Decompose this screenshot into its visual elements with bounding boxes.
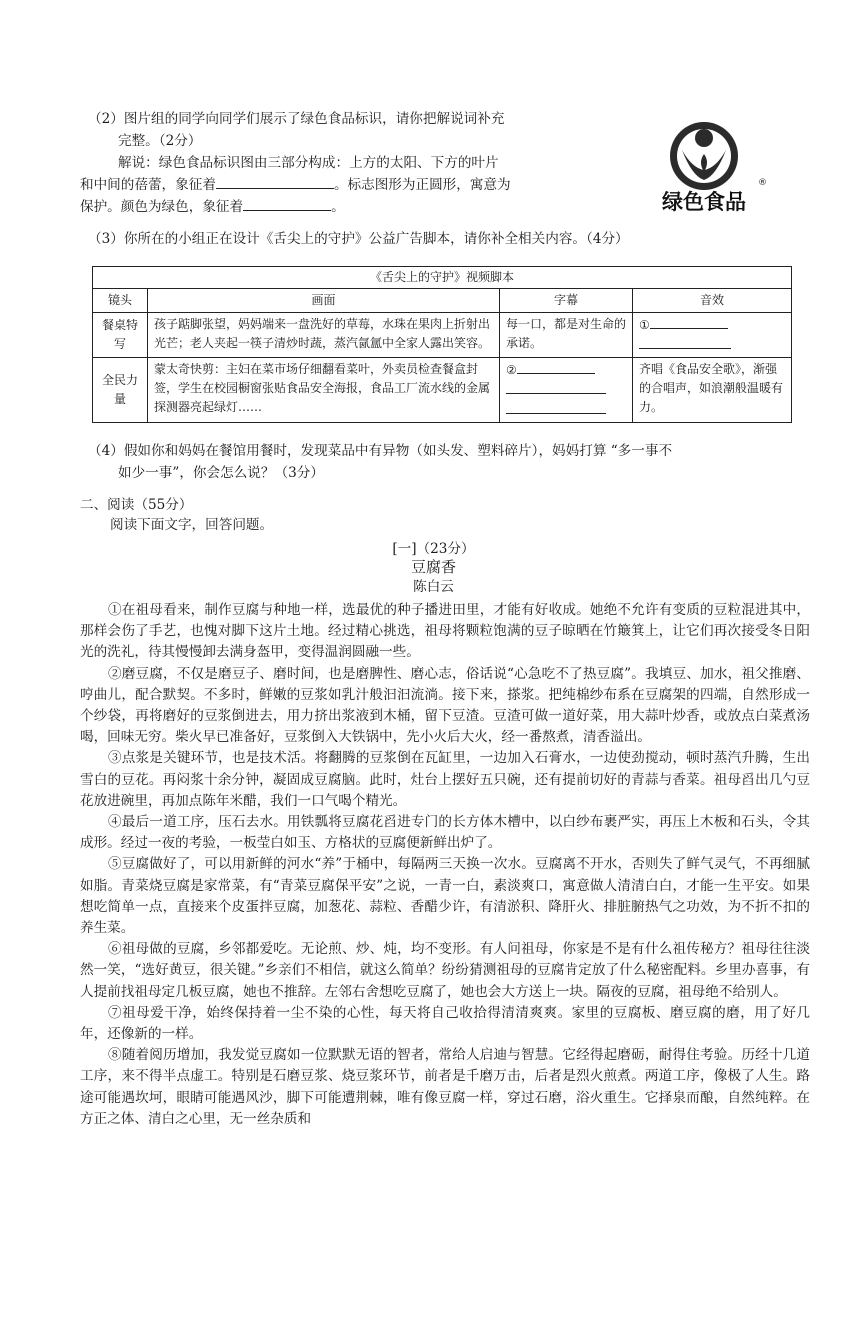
script-table [92,266,792,423]
answer-blank-4b[interactable] [506,380,606,394]
paragraph-2: ②磨豆腐，不仅是磨豆子、磨时间，也是磨脾性、磨心志，俗话说“心急吃不了热豆腐”。我填豆、加水，祖父推磨、哼曲儿，配合默契。不多时，鲜嫩的豆浆如乳汁般汩汩流淌。接下来，搽浆。把纯棉纱布系在豆腐架的四端，自然形成一个纱袋，再将磨好的豆浆倒进去，用力挤出浆液到木桶，留下豆渣。豆渣可做一道好菜，用大蒜叶炒香，或放点白菜煮汤喝，回味无穷。柴火早已准备好，豆浆倒入大铁锅中，先小火后大火，经一番熬煮，清香溢出。 [80,665,810,746]
paragraph-3: ③点浆是关键环节，也是技术活。将翻腾的豆浆倒在瓦缸里，一边加入石膏水，一边使劲搅动，顿时蒸汽升腾，生出雪白的豆花。再闷浆十余分钟，凝固成豆腐脑。此时，灶台上摆好五只碗，还有提前切好的青蒜与香菜。祖母舀出几勺豆花放进碗里，再加点陈年米醋，我们一口气喝个精光。 [80,750,810,809]
table-row [93,313,792,358]
row1-caption: 每一口，都是对生命的承诺。 [500,313,633,358]
q4-line1: （4）假如你和妈妈在餐馆用餐时，发现菜品中有异物（如头发、塑料碎片），妈妈打算 “多一事不 [88,443,673,459]
header-shot: 镜头 [93,289,148,313]
row2-scene: 蒙太奇快剪：主妇在菜市场仔细翻看菜叶，外卖员检查餐盒封签，学生在校园橱窗张贴食品安全海报，食品工厂流水线的金属探测器亮起绿灯…… [148,358,500,423]
paragraph-5: ⑤豆腐做好了，可以用新鲜的河水“养”于桶中，每隔两三天换一次水。豆腐离不开水，否则失了鲜气灵气，不再细腻如脂。青菜烧豆腐是家常菜，有“青菜豆腐保平安”之说，一青一白，素淡爽口，寓意做人清清白白，才能一生平安。如果想吃简单一点，直接来个皮蛋拌豆腐，加葱花、蒜粒、香醋少许，有清淤积、降肝火、排脏腑热气之功效，为不折不扣的养生菜。 [80,856,810,937]
answer-blank-3b[interactable] [639,335,731,349]
row2-sound: 齐唱《食品安全歌》，渐强的合唱声，如浪潮般温暖有力。 [633,358,792,423]
section-instruction: 阅读下面文字，回答问题。 [110,517,274,533]
green-food-logo [654,120,794,220]
row1-scene: 孩子踮脚张望，妈妈端来一盘洗好的草莓，水珠在果肉上折射出光芒；老人夹起一筷子清炒时蔬，蒸汽氤氲中全家人露出笑容。 [148,313,500,358]
article-author: 陈白云 [413,579,454,595]
green-food-emblem-icon [654,120,754,192]
row1-shot: 餐桌特写 [93,313,148,358]
q2-prompt-line1: （2）图片组的同学向同学们展示了绿色食品标识，请你把解说词补充 [88,111,505,127]
q2-prompt-line2: 完整。（2分） [118,133,202,149]
row1-sound [633,313,792,358]
q2-explain-line1: 解说：绿色食品标识图由三部分构成：上方的太阳、下方的叶片 [118,155,499,171]
header-scene: 画面 [148,289,500,313]
part-label: [一]（23分） [392,541,475,557]
q2-explain-line2a: 和中间的蓓蕾，象征着 [80,177,216,193]
table-row [93,358,792,423]
blank-marker-2: ② [506,363,517,377]
q2-explain-line3a: 保护。颜色为绿色，象征着 [80,199,244,215]
answer-blank-1[interactable] [216,174,334,189]
paragraph-6: ⑥祖母做的豆腐，乡邻都爱吃。无论煎、炒、炖，均不变形。有人问祖母，你家是不是有什么祖传秘方？祖母往往淡然一笑，“选好黄豆，很关键。”乡亲们不相信，就这么简单？纷纷猜测祖母的豆腐肯定放了什么秘密配料。乡里办喜事，有人提前找祖母定几板豆腐，她也不推辞。左邻右舍想吃豆腐了，她也会大方送上一块。隔夜的豆腐，祖母绝不给别人。 [80,941,810,1000]
blank-marker-1: ① [639,318,650,332]
q2-explain-line2 [80,174,511,196]
registered-mark: ® [758,178,767,188]
table-title: 《舌尖上的守护》视频脚本 [93,267,792,289]
row2-caption [500,358,633,423]
q2-explain-line3b: 。 [331,199,345,215]
q2-explain-line2b: 。标志图形为正圆形，寓意为 [333,177,511,193]
paragraph-7: ⑦祖母爱干净，始终保持着一尘不染的心性，每天将自己收拾得清清爽爽。家里的豆腐板、磨豆腐的磨，用了好几年，还像新的一样。 [80,1004,810,1043]
row2-shot: 全民力量 [93,358,148,423]
q2-explain-line3 [80,196,345,218]
q3-prompt: （3）你所在的小组正在设计《舌尖上的守护》公益广告脚本，请你补全相关内容。（4分） [88,231,629,247]
article-title: 豆腐香 [410,558,456,576]
paragraph-4: ④最后一道工序，压石去水。用铁瓢将豆腐花舀进专门的长方体木槽中，以白纱布裹严实，再压上木板和石头，令其成形。经过一夜的考验，一板莹白如玉、方格状的豆腐便新鲜出炉了。 [80,814,810,852]
answer-blank-4c[interactable] [506,400,606,414]
answer-blank-2[interactable] [243,196,331,211]
q4-line2: 如少一事”，你会怎么说？（3分） [118,465,324,481]
paragraph-1: ①在祖母看来，制作豆腐与种地一样，选最优的种子播进田里，才能有好收成。她绝不允许有变质的豆粒混进其中，那样会伤了手艺，也愧对脚下这片土地。经过精心挑选，祖母将颗粒饱满的豆子晾晒在竹簸箕上，让它们再次接受冬日阳光的洗礼，待其慢慢卸去满身盔甲，变得温润圆融一些。 [80,602,810,661]
header-sound: 音效 [633,289,792,313]
answer-blank-3[interactable] [650,315,728,329]
answer-blank-4[interactable] [517,360,595,374]
article-body [80,600,810,1130]
header-caption: 字幕 [500,289,633,313]
section-heading: 二、阅读（55分） [80,497,193,513]
logo-text: 绿色食品 [662,190,746,214]
paragraph-8: ⑧随着阅历增加，我发觉豆腐如一位默默无语的智者，常给人启迪与智慧。它经得起磨砺，耐得住考验。历经十几道工序，来不得半点虚工。特别是石磨豆浆、烧豆浆环节，前者是千磨万击，后者是烈火煎煮。两道工序，像极了人生。路途可能遇坎坷，眼睛可能遇风沙，脚下可能遭荆棘，唯有像豆腐一样，穿过石磨，浴火重生。它择泉而酿，自然纯粹。在方正之体、清白之心里，无一丝杂质和 [80,1047,810,1127]
